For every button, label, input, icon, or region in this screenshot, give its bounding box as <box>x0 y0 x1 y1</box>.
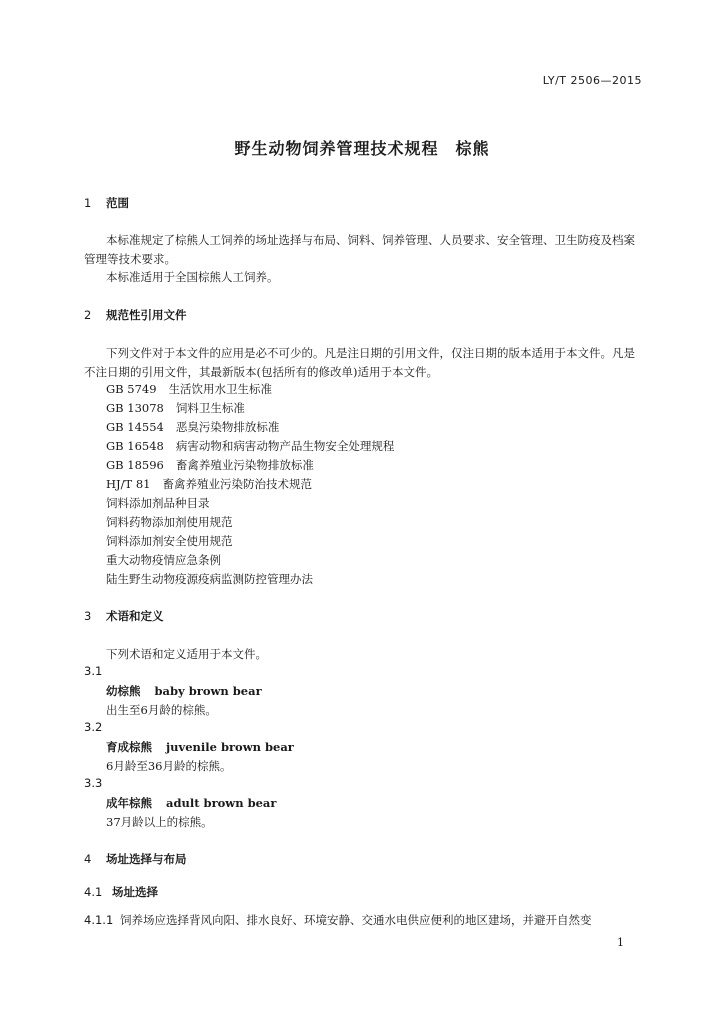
clause-4-1-1 <box>84 912 592 928</box>
section-1-title: 范围 <box>106 196 129 210</box>
term-en: baby brown bear <box>154 684 262 698</box>
ref-name: 饲料添加剂安全使用规范 <box>106 534 233 548</box>
clause-number: 4.1.1 <box>84 913 114 927</box>
section-2-heading <box>84 307 187 323</box>
ref-item <box>106 514 233 530</box>
subsection-title: 场址选择 <box>112 885 158 899</box>
section-4-title: 场址选择与布局 <box>106 852 187 866</box>
ref-name: 病害动物和病害动物产品生物安全处理规程 <box>175 439 395 453</box>
term-definition: 37月龄以上的棕熊。 <box>106 815 213 829</box>
ref-code: GB 14554 <box>106 420 164 434</box>
ref-name: 饲料药物添加剂使用规范 <box>106 515 233 529</box>
section-2-intro: 下列文件对于本文件的应用是必不可少的。凡是注日期的引用文件，仅注日期的版本适用于本文件。凡是不注日期的引用文件，其最新版本(包括所有的修改单)适用于本文件。 <box>84 346 635 379</box>
term-en: juvenile brown bear <box>166 740 294 754</box>
ref-name: 陆生野生动物疫源疫病监测防控管理办法 <box>106 572 313 586</box>
ref-name: 畜禽养殖业污染防治技术规范 <box>162 477 312 491</box>
ref-item <box>106 438 394 454</box>
ref-item <box>106 552 221 568</box>
term-cn: 幼棕熊 <box>106 684 141 698</box>
subsection-number: 4.1 <box>84 885 103 899</box>
clause-text: 饲养场应选择背风向阳、排水良好、环境安静、交通水电供应便利的地区建场，并避开自然变 <box>120 913 592 927</box>
ref-code: GB 5749 <box>106 382 157 396</box>
section-2-number: 2 <box>84 308 92 322</box>
ref-code: GB 16548 <box>106 439 164 453</box>
ref-code: GB 18596 <box>106 458 164 472</box>
ref-name: 饲料添加剂品种目录 <box>106 496 210 510</box>
ref-name: 恶臭污染物排放标准 <box>175 420 280 434</box>
term-number: 3.3 <box>84 776 103 790</box>
section-1-para-2: 本标准适用于全国棕熊人工饲养。 <box>106 270 279 284</box>
term-en: adult brown bear <box>166 796 277 810</box>
standard-code: LY/T 2506—2015 <box>542 74 642 87</box>
ref-code: GB 13078 <box>106 401 164 415</box>
ref-item <box>106 419 279 435</box>
ref-item <box>106 400 245 416</box>
term-definition: 出生至6月龄的棕熊。 <box>106 703 217 717</box>
term-definition: 6月龄至36月龄的棕熊。 <box>106 759 232 773</box>
ref-name: 重大动物疫情应急条例 <box>106 553 221 567</box>
ref-name: 生活饮用水卫生标准 <box>168 382 273 396</box>
ref-name: 饲料卫生标准 <box>175 401 245 415</box>
page-number: 1 <box>617 936 624 949</box>
ref-item <box>106 457 314 473</box>
ref-code: HJ/T 81 <box>106 477 151 491</box>
term-number: 3.2 <box>84 720 103 734</box>
section-3-heading <box>84 608 164 624</box>
term-title <box>106 739 294 755</box>
section-3-title: 术语和定义 <box>106 609 164 623</box>
term-title <box>106 795 276 811</box>
ref-item <box>106 495 210 511</box>
section-1-heading <box>84 195 129 211</box>
ref-item <box>106 476 312 492</box>
ref-item <box>106 381 272 397</box>
ref-name: 畜禽养殖业污染物排放标准 <box>175 458 314 472</box>
section-4-heading <box>84 851 187 867</box>
term-cn: 成年棕熊 <box>106 796 152 810</box>
section-3-intro: 下列术语和定义适用于本文件。 <box>106 647 267 661</box>
section-2-title: 规范性引用文件 <box>106 308 187 322</box>
term-number: 3.1 <box>84 664 103 678</box>
term-title <box>106 683 262 699</box>
section-1-number: 1 <box>84 196 92 210</box>
subsection-4-1-heading <box>84 884 158 900</box>
ref-item <box>106 571 313 587</box>
page-title: 野生动物饲养管理技术规程 棕熊 <box>234 139 490 158</box>
section-4-number: 4 <box>84 852 92 866</box>
section-3-number: 3 <box>84 609 92 623</box>
term-cn: 育成棕熊 <box>106 740 152 754</box>
ref-item <box>106 533 233 549</box>
section-1-para-1: 本标准规定了棕熊人工饲养的场址选择与布局、饲料、饲养管理、人员要求、安全管理、卫生防疫及档案管理等技术要求。 <box>84 233 635 266</box>
